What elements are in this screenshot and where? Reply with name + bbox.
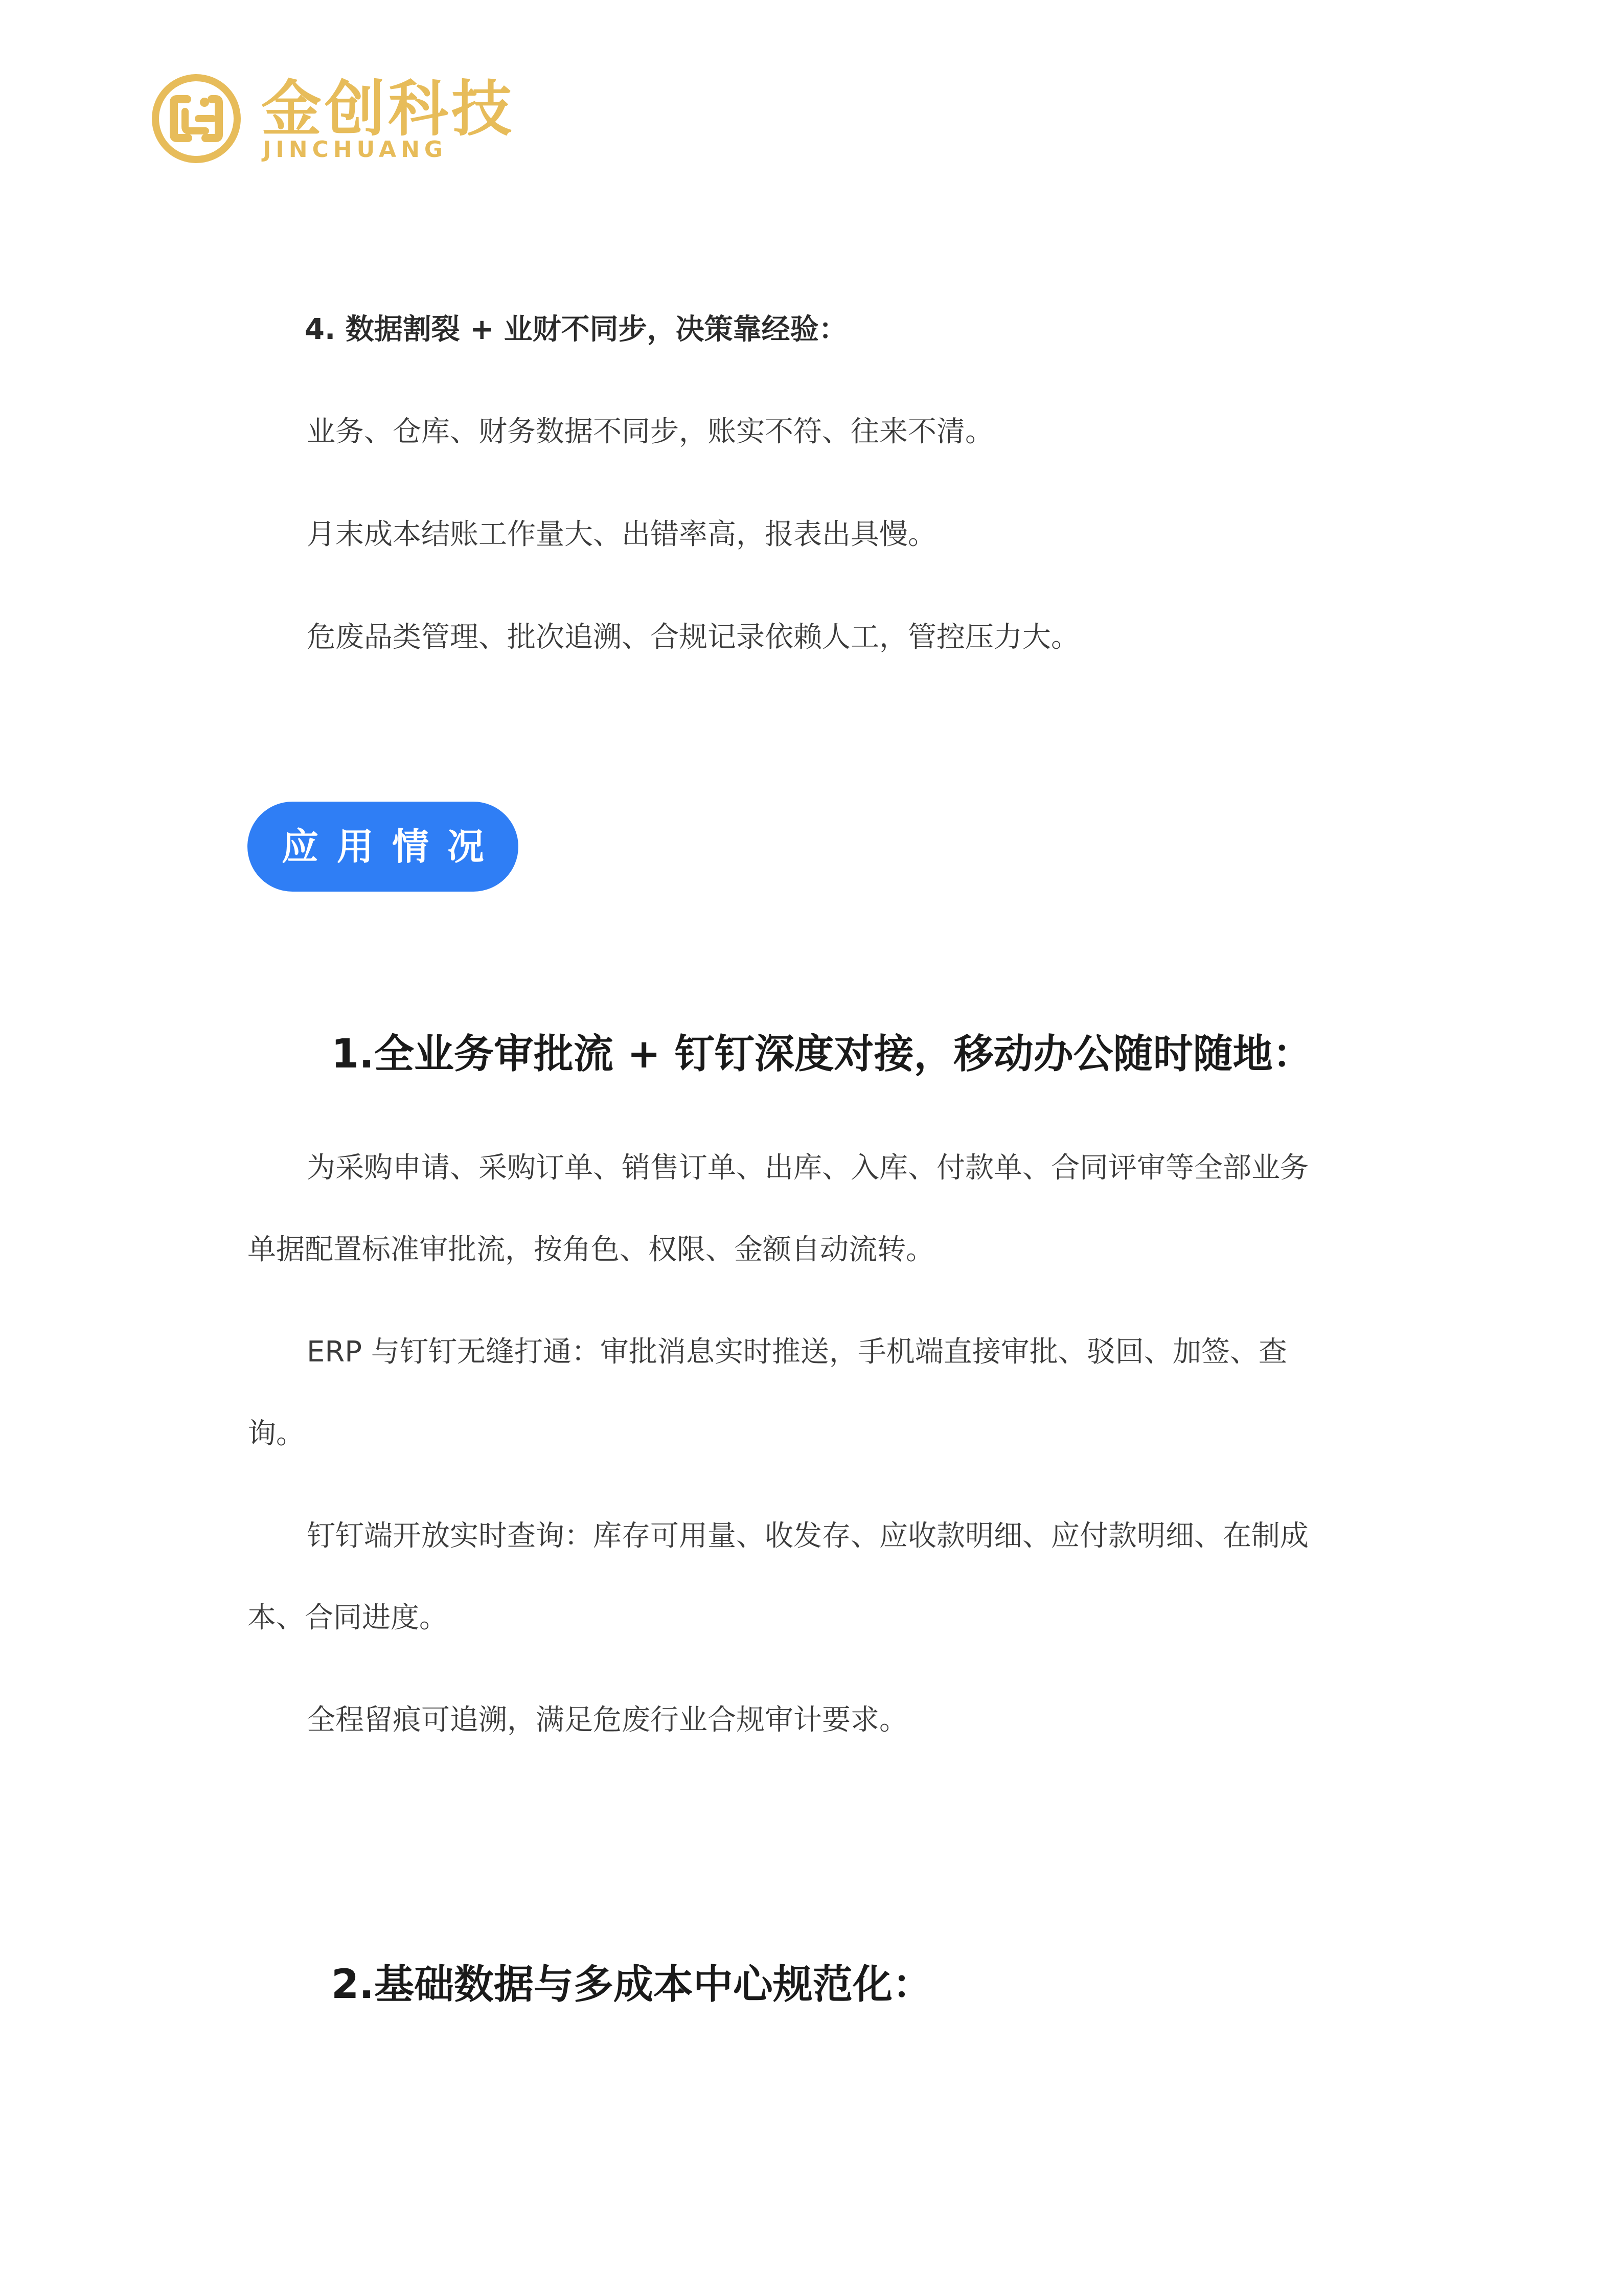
section1-p3-line2: 本、合同进度。 [247,1601,448,1634]
section1-p3-line1: 钉钉端开放实时查询：库存可用量、收发存、应收款明细、应付款明细、在制成 [307,1519,1309,1553]
section1-p4: 全程留痕可追溯，满足危废行业合规审计要求。 [307,1703,908,1737]
section1-p2-line1: ERP 与钉钉无缝打通：审批消息实时推送，手机端直接审批、驳回、加签、查 [307,1335,1287,1369]
logo-name-cn: 金创科技 [261,74,515,144]
section-badge: 应用情况 [247,802,518,892]
company-logo [151,72,515,169]
jinchuang-logo-icon [151,74,241,164]
problem-line-1: 业务、仓库、财务数据不同步，账实不符、往来不清。 [307,415,994,448]
section2-heading: 2.基础数据与多成本中心规范化： [331,1962,932,2008]
problem-line-3: 危废品类管理、批次追溯、合规记录依赖人工，管控压力大。 [307,621,1080,654]
section1-p2-line2: 询。 [247,1417,305,1450]
problem-line-2: 月末成本结账工作量大、出错率高，报表出具慢。 [307,518,936,551]
section1-p1-line2: 单据配置标准审批流，按角色、权限、金额自动流转。 [247,1233,934,1266]
section1-heading: 1.全业务审批流 + 钉钉深度对接，移动办公随时随地： [331,1031,1313,1077]
problem-heading: 4. 数据割裂 + 业财不同步，决策靠经验： [305,313,848,346]
section1-p1-line1: 为采购申请、采购订单、销售订单、出库、入库、付款单、合同评审等全部业务 [307,1151,1309,1185]
logo-name-en: JINCHUANG [263,137,448,163]
